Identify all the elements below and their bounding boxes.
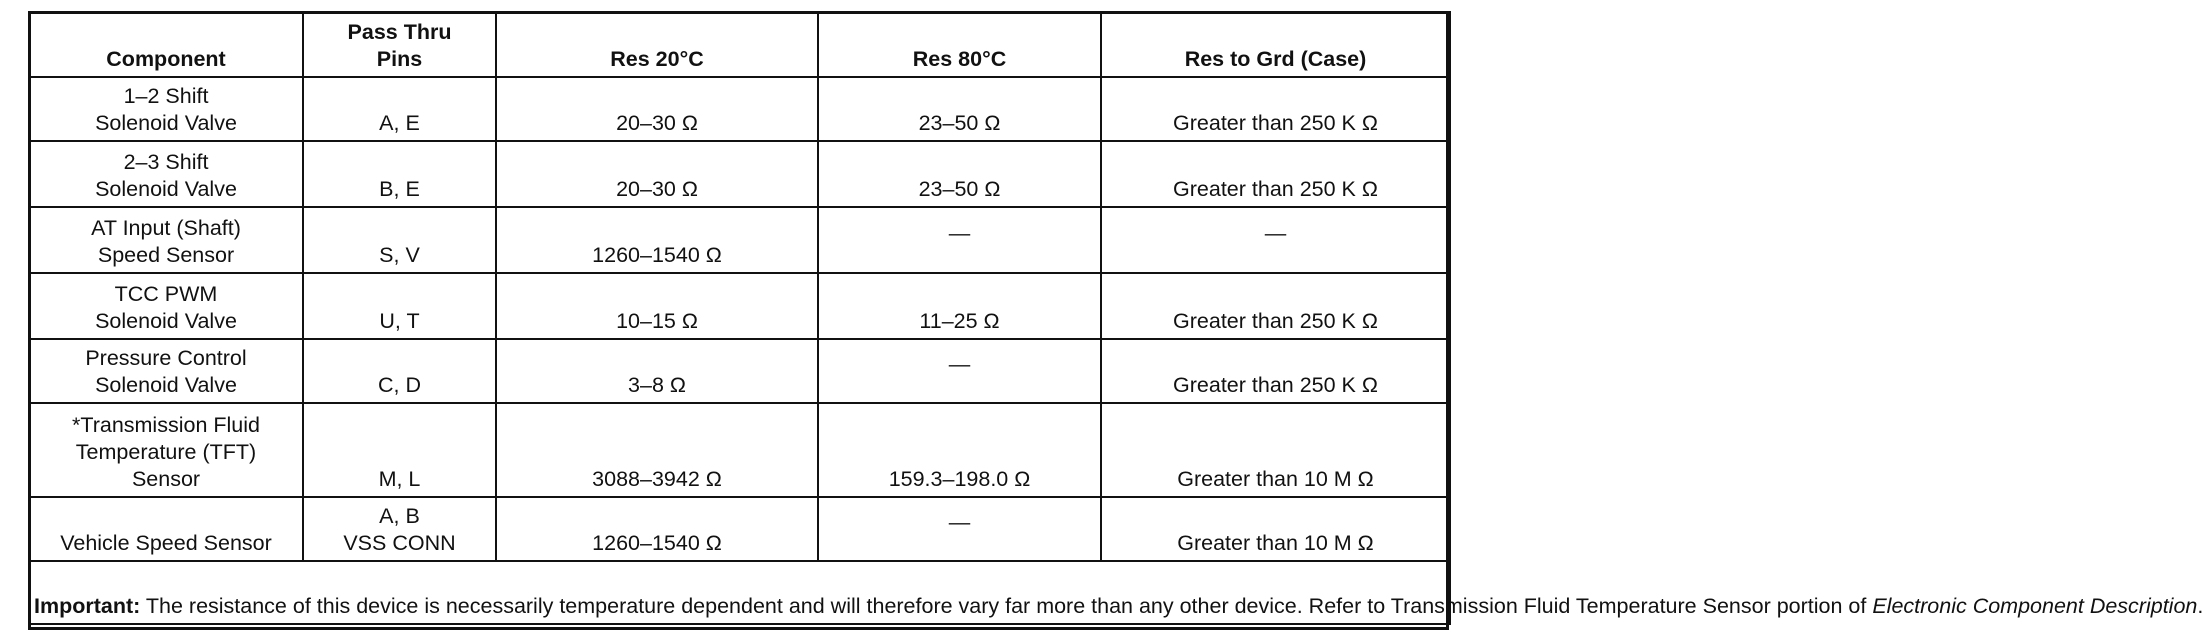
res-to-ground-cell: Greater than 10 M Ω bbox=[1101, 403, 1450, 497]
table-row bbox=[29, 339, 1450, 403]
component-cell-line: *Transmission Fluid bbox=[72, 413, 260, 437]
res-80c-cell: 23–50 Ω bbox=[818, 141, 1101, 207]
res-to-ground-cell: Greater than 250 K Ω bbox=[1101, 77, 1450, 141]
res-to-ground-cell: Greater than 250 K Ω bbox=[1101, 141, 1450, 207]
pins-cell-line: S, V bbox=[379, 243, 420, 267]
res-20c-cell: 3088–3942 Ω bbox=[496, 403, 818, 497]
res-to-ground-cell: Greater than 10 M Ω bbox=[1101, 497, 1450, 561]
component-cell-line: Temperature (TFT) bbox=[75, 440, 257, 464]
table-row bbox=[29, 207, 1450, 273]
header-res-20c: Res 20°C bbox=[496, 12, 818, 77]
note-end: . bbox=[2197, 594, 2203, 618]
component-cell bbox=[29, 207, 303, 273]
component-cell bbox=[29, 497, 303, 561]
res-80c-cell: 11–25 Ω bbox=[818, 273, 1101, 339]
res-20c-cell: 1260–1540 Ω bbox=[496, 497, 818, 561]
component-cell-line: Speed Sensor bbox=[97, 243, 235, 267]
component-cell-line: Solenoid Valve bbox=[95, 373, 237, 397]
res-to-ground-cell: Greater than 250 K Ω bbox=[1101, 273, 1450, 339]
table-row bbox=[29, 403, 1450, 497]
pins-cell bbox=[303, 273, 496, 339]
component-cell bbox=[29, 339, 303, 403]
component-cell-line: Solenoid Valve bbox=[95, 177, 237, 201]
note-text: The resistance of this device is necessarily temperature dependent and will therefore vary far more than any other device. Refer to Transmission Fluid Temperature Sensor portion of bbox=[140, 594, 1873, 618]
component-cell bbox=[29, 77, 303, 141]
table-row bbox=[29, 273, 1450, 339]
pins-cell-line: C, D bbox=[378, 373, 421, 397]
pins-cell-line: A, E bbox=[379, 111, 420, 135]
header-pass-thru-pins bbox=[303, 12, 496, 77]
pins-cell-line: A, B bbox=[379, 504, 420, 528]
component-cell-line: 1–2 Shift bbox=[123, 84, 209, 108]
component-cell bbox=[29, 403, 303, 497]
component-cell-line: Pressure Control bbox=[85, 346, 247, 370]
pins-cell bbox=[303, 339, 496, 403]
res-to-ground-cell: Greater than 250 K Ω bbox=[1101, 339, 1450, 403]
pins-cell bbox=[303, 207, 496, 273]
header-res-80c: Res 80°C bbox=[818, 12, 1101, 77]
note-label: Important: bbox=[34, 594, 141, 618]
header-component: Component bbox=[29, 12, 303, 77]
res-20c-cell: 10–15 Ω bbox=[496, 273, 818, 339]
component-cell-line: 2–3 Shift bbox=[123, 150, 209, 174]
pins-cell bbox=[303, 403, 496, 497]
component-cell-line: Solenoid Valve bbox=[95, 309, 237, 333]
table-header-row bbox=[29, 12, 1450, 77]
component-cell-line: Vehicle Speed Sensor bbox=[60, 531, 272, 555]
res-80c-cell: — bbox=[818, 497, 1101, 561]
res-20c-cell: 20–30 Ω bbox=[496, 77, 818, 141]
pins-cell-line: U, T bbox=[379, 309, 420, 333]
res-20c-cell: 1260–1540 Ω bbox=[496, 207, 818, 273]
important-note bbox=[29, 561, 2203, 624]
header-pins-line: Pins bbox=[376, 47, 423, 71]
table-body bbox=[29, 77, 1450, 561]
pins-cell bbox=[303, 497, 496, 561]
component-cell bbox=[29, 273, 303, 339]
res-80c-cell: — bbox=[818, 207, 1101, 273]
header-pins-line: Pass Thru bbox=[347, 20, 452, 44]
component-cell bbox=[29, 141, 303, 207]
header-res-to-ground: Res to Grd (Case) bbox=[1101, 12, 1450, 77]
res-to-ground-cell: — bbox=[1101, 207, 1450, 273]
res-80c-cell: — bbox=[818, 339, 1101, 403]
note-reference: Electronic Component Description bbox=[1872, 594, 2198, 618]
pins-cell-line: B, E bbox=[379, 177, 420, 201]
pins-cell-line: M, L bbox=[378, 467, 421, 491]
component-resistance-table bbox=[28, 11, 2203, 625]
res-20c-cell: 20–30 Ω bbox=[496, 141, 818, 207]
note-row bbox=[29, 561, 1450, 624]
table-row bbox=[29, 497, 1450, 561]
res-80c-cell: 23–50 Ω bbox=[818, 77, 1101, 141]
component-cell-line: TCC PWM bbox=[114, 282, 218, 306]
component-cell-line: Solenoid Valve bbox=[95, 111, 237, 135]
res-80c-cell: 159.3–198.0 Ω bbox=[818, 403, 1101, 497]
pins-cell bbox=[303, 77, 496, 141]
component-cell-line: Sensor bbox=[131, 467, 201, 491]
table-row bbox=[29, 141, 1450, 207]
pins-cell-line: VSS CONN bbox=[343, 531, 456, 555]
pins-cell bbox=[303, 141, 496, 207]
table-row bbox=[29, 77, 1450, 141]
component-cell-line: AT Input (Shaft) bbox=[91, 216, 241, 240]
res-20c-cell: 3–8 Ω bbox=[496, 339, 818, 403]
